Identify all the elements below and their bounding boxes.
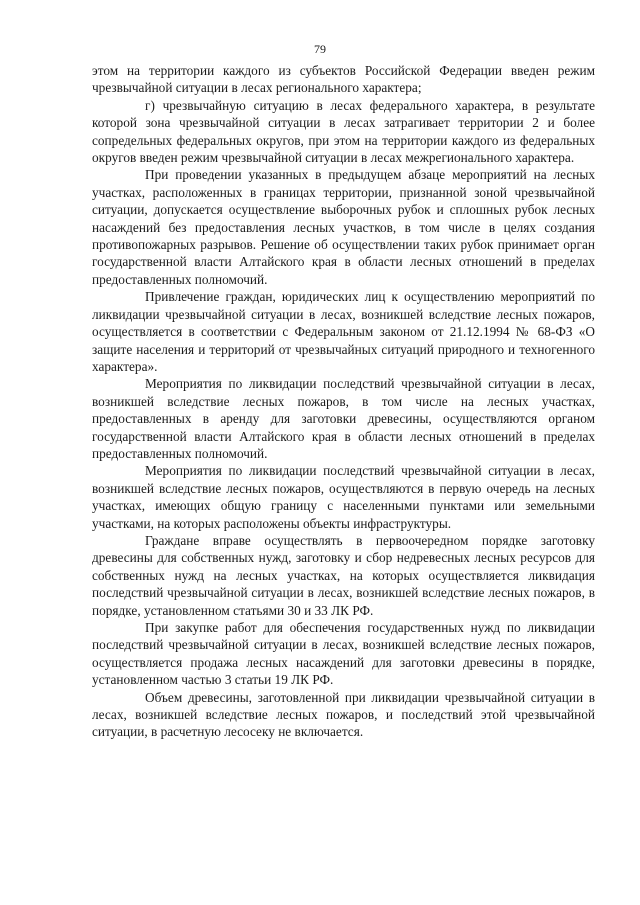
paragraph-felling: При проведении указанных в предыдущем абзаце мероприятий на лесных участках, расположенных в границах территории, признанной зоной чрезвычайной ситуации, допускается осуществление выборочных рубок и сплошных рубок лесных насаждений без предоставления лесных участков, в том числе в целях создания противопожарных разрывов. Решение об осуществлении таких рубок принимает орган государственной власти Алтайского края в области лесных отношений в пределах предоставленных полномочий. (92, 167, 595, 287)
page-number: 79 (314, 42, 326, 56)
paragraph-item-g: г) чрезвычайную ситуацию в лесах федерального характера, в результате которой зона чрезвычайной ситуации в лесах затрагивает территории 2 и более сопредельных федеральных округов, при этом на территории каждого из федеральных округов введен режим чрезвычайной ситуации в лесах межрегионального характера. (92, 97, 595, 166)
paragraph-procurement: При закупке работ для обеспечения государственных нужд по ликвидации последствий чрезвычайной ситуации в лесах, возникшей вследствие лесных пожаров, осуществляется продажа лесных насаждений для заготовки древесины в порядке, установленном частью 3 статьи 19 ЛК РФ. (92, 620, 595, 688)
document-body (92, 62, 595, 741)
paragraph-timber-volume: Объем древесины, заготовленной при ликвидации чрезвычайной ситуации в лесах, возникшей вследствие лесных пожаров, и последствий этой чрезвычайной ситуации, в расчетную лесосеку не включается. (92, 689, 595, 740)
paragraph-citizens-rights: Граждане вправе осуществлять в первоочередном порядке заготовку древесины для собственных нужд, заготовку и сбор недревесных лесных ресурсов для собственных нужд на лесных участках, на которых осуществляется ликвидация последствий чрезвычайной ситуации в лесах, возникшей вследствие лесных пожаров, в порядке, установленном статьями 30 и 33 ЛК РФ. (92, 532, 595, 618)
paragraph-liquidation-measures: Мероприятия по ликвидации последствий чрезвычайной ситуации в лесах, возникшей вследствие лесных пожаров, в том числе на лесных участках, предоставленных в аренду для заготовки древесины, осуществляются органом государственной власти Алтайского края в области лесных отношений в пределах предоставленных полномочий. (92, 376, 595, 461)
paragraph-continuation: этом на территории каждого из субъектов Российской Федерации введен режим чрезвычайной ситуации в лесах регионального характера; (92, 63, 595, 96)
paragraph-priority-areas: Мероприятия по ликвидации последствий чрезвычайной ситуации в лесах, возникшей вследствие лесных пожаров, осуществляются в первую очередь на лесных участках, имеющих общую границу с населенными пунктами или земельными участками, на которых расположены объекты инфраструктуры. (92, 463, 595, 531)
paragraph-citizen-involvement: Привлечение граждан, юридических лиц к осуществлению мероприятий по ликвидации чрезвычайной ситуации в лесах, возникшей вследствие лесных пожаров, осуществляется в соответствии с Федеральным законом от 21.12.1994 № 68-ФЗ «О защите населения и территорий от чрезвычайных ситуаций природного и техногенного характера». (92, 289, 595, 374)
